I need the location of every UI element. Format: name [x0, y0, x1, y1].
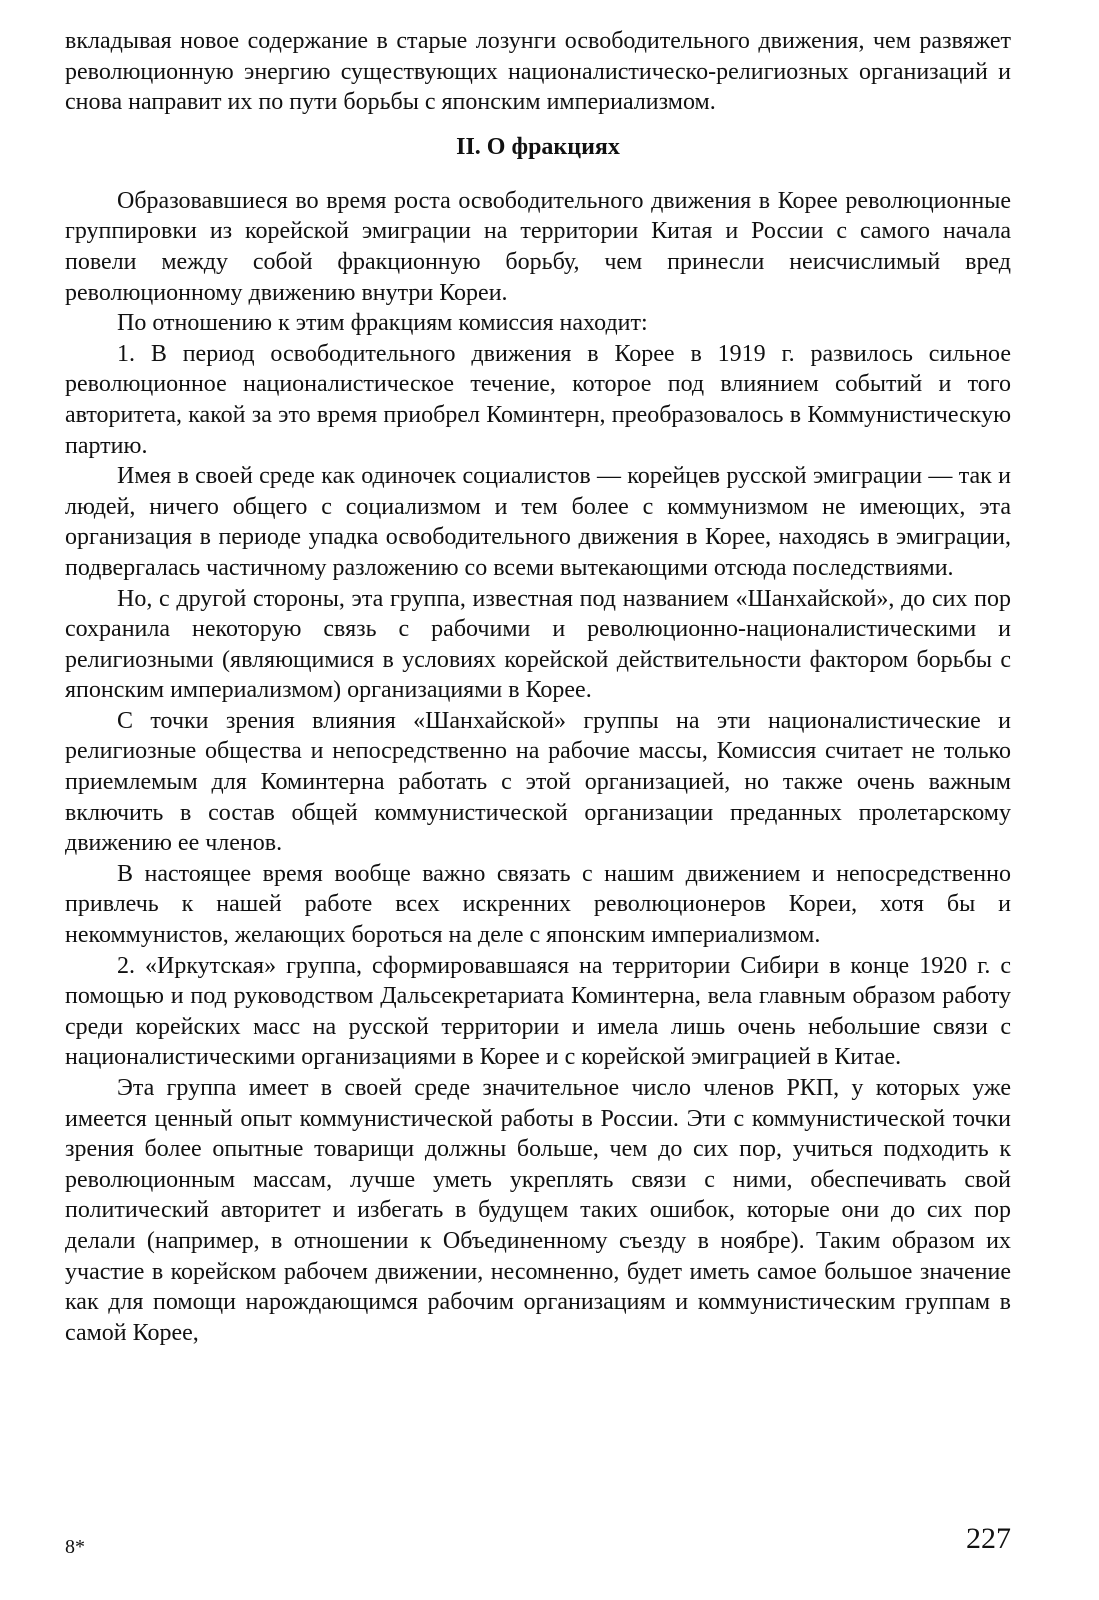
paragraph: Но, с другой стороны, эта группа, известная под названием «Шанхайской», до сих пор сохранила некоторую связь с рабочими и революционно-националистическими и религиозными (являющимися в условиях корейской действительности фактором борьбы с японским империализмом) организациями в Корее. [65, 585, 1011, 704]
signature-mark: 8* [65, 1536, 85, 1558]
paragraph: Образовавшиеся во время роста освободительного движения в Корее революционные группировки из корейской эмиграции на территории Китая и России с самого начала повели между собой фракционную борьбу, чем принесли неисчислимый вред революционному движению внутри Кореи. [65, 187, 1011, 306]
page-body [65, 26, 1011, 1348]
paragraph: В настоящее время вообще важно связать с нашим движением и непосредственно привлечь к нашей работе всех искренних революционеров Кореи, хотя бы и некоммунистов, желающих бороться на деле с японским империализмом. [65, 860, 1011, 949]
paragraph: 1. В период освободительного движения в Корее в 1919 г. развилось сильное революционное националистическое течение, которое под влиянием событий и того авторитета, какой за это время приобрел Коминтерн, преобразовалось в Коммунистическую партию. [65, 340, 1011, 459]
page-footer [65, 1522, 1011, 1562]
paragraph: По отношению к этим фракциям комиссия находит: [117, 310, 648, 337]
paragraph: 2. «Иркутская» группа, сформировавшаяся на территории Сибири в конце 1920 г. с помощью и под руководством Дальсекретариата Коминтерна, вела главным образом работу среди корейских масс на русской территории и имела лишь очень небольшие связи с националистическими организациями в Корее и с корейской эмиграцией в Китае. [65, 952, 1011, 1071]
paragraph: С точки зрения влияния «Шанхайской» группы на эти националистические и религиозные общества и непосредственно на рабочие массы, Комиссия считает не только приемлемым для Коминтерна работать с этой организацией, но также очень важным включить в состав общей коммунистической организации преданных пролетарскому движению ее членов. [65, 707, 1011, 857]
paragraph: Эта группа имеет в своей среде значительное число членов РКП, у которых уже имеется ценный опыт коммунистической работы в России. Эти с коммунистической точки зрения более опытные товарищи должны больше, чем до сих пор, учиться подходить к революционным массам, лучше уметь укреплять связи с ними, обеспечивать свой политический авторитет и избегать в будущем таких ошибок, которые они до сих пор делали (например, в отношении к Объединенному съезду в ноябре). Таким образом их участие в корейском рабочем движении, несомненно, будет иметь самое большое значение как для помощи нарождающимся рабочим организациям и коммунистическим группам в самой Корее, [65, 1075, 1011, 1346]
section-heading: II. О фракциях [456, 133, 620, 160]
paragraph: Имея в своей среде как одиночек социалистов — корейцев русской эмиграции — так и людей, ничего общего с социализмом и тем более с коммунизмом не имеющих, эта организация в периоде упадка освободительного движения в Корее, находясь в эмиграции, подвергалась частичному разложению со всеми вытекающими отсюда последствиями. [65, 463, 1011, 581]
opening-paragraph: вкладывая новое содержание в старые лозунги освободительного движения, чем развяжет революционную энергию существующих националистическо-религиозных организаций и снова направит их по пути борьбы с японским империализмом. [65, 28, 1011, 116]
page-number: 227 [966, 1522, 1011, 1555]
